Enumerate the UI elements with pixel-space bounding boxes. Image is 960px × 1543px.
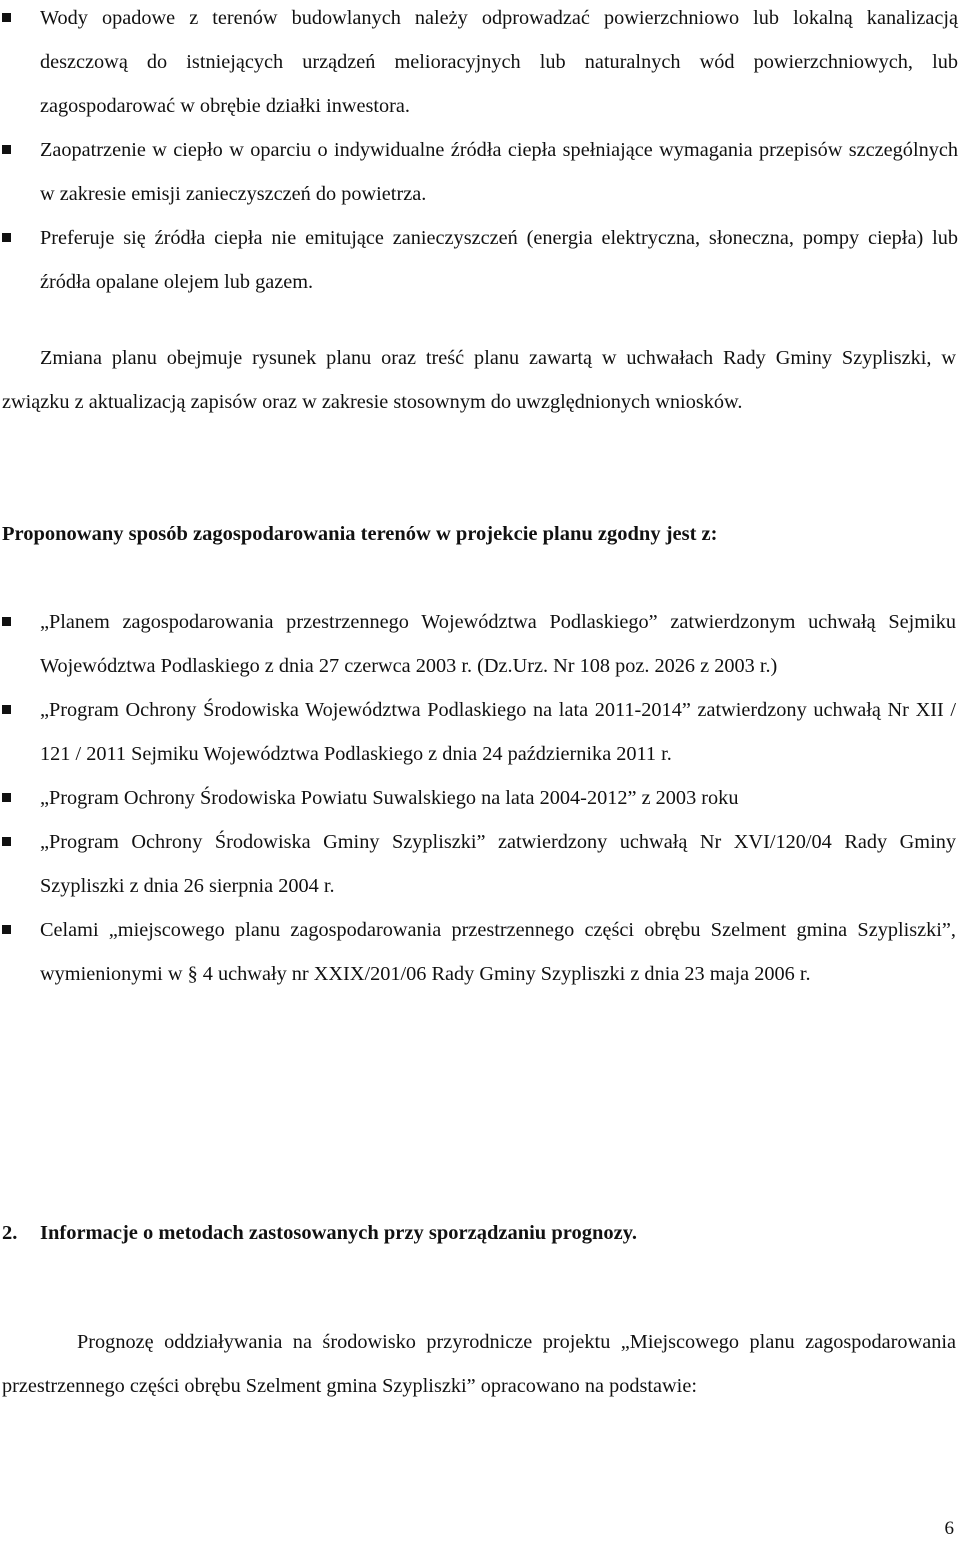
list-item [0,128,958,216]
list-item-text: „Program Ochrony Środowiska Powiatu Suwalskiego na lata 2004-2012” z 2003 roku [40,787,739,809]
list-item-text: Wody opadowe z terenów budowlanych należy odprowadzać powierzchniowo lub lokalną kanalizacją deszczową do istniejących urządzeń melioracyjnych lub naturalnych wód powierzchniowych, lub zagospodarować w obrębie działki inwestora. [40,7,958,117]
list-item-text: „Program Ochrony Środowiska Województwa Podlaskiego na lata 2011-2014” zatwierdzony uchwałą Nr XII / 121 / 2011 Sejmiku Województwa Podlaskiego z dnia 24 października 2011 r. [40,699,956,765]
square-bullet-icon [2,925,11,934]
list-item-text: Zaopatrzenie w ciepło w oparciu o indywidualne źródła ciepła spełniające wymagania przepisów szczególnych w zakresie emisji zanieczyszczeń do powietrza. [40,139,958,205]
square-bullet-icon [2,617,11,626]
section-title: Informacje o metodach zastosowanych przy sporządzaniu prognozy. [40,1222,637,1244]
list-item [0,776,956,820]
conformity-heading: Proponowany sposób zagospodarowania terenów w projekcie planu zgodny jest z: [2,523,718,545]
list-item-text: Celami „miejscowego planu zagospodarowania przestrzennego części obrębu Szelment gmina Szypliszki”, wymienionymi w § 4 uchwały nr XXIX/201/06 Rady Gminy Szypliszki z dnia 23 maja 2006 r. [40,919,956,985]
list-item-text: „Program Ochrony Środowiska Gminy Szypliszki” zatwierdzony uchwałą Nr XVI/120/04 Rady Gminy Szypliszki z dnia 26 sierpnia 2004 r. [40,831,956,897]
list-item [0,216,958,304]
list-item-text: „Planem zagospodarowania przestrzennego Województwa Podlaskiego” zatwierdzonym uchwałą Sejmiku Województwa Podlaskiego z dnia 27 czerwca 2003 r. (Dz.Urz. Nr 108 poz. 2026 z 2003 r.) [40,611,956,677]
square-bullet-icon [2,793,11,802]
conformity-bullet-list [0,600,956,996]
plan-change-paragraph: Zmiana planu obejmuje rysunek planu oraz treść planu zawartą w uchwałach Rady Gminy Szypliszki, w związku z aktualizacją zapisów oraz w zakresie stosownym do uwzględnionych wniosków. [2,347,956,413]
square-bullet-icon [2,837,11,846]
square-bullet-icon [2,145,11,154]
infrastructure-bullet-list [0,0,958,304]
list-item [0,820,956,908]
square-bullet-icon [2,13,11,22]
forecast-paragraph: Prognozę oddziaływania na środowisko przyrodnicze projektu „Miejscowego planu zagospodarowania przestrzennego części obrębu Szelment gmina Szypliszki” opracowano na podstawie: [2,1331,956,1397]
square-bullet-icon [2,233,11,242]
list-item [0,688,956,776]
list-item-text: Preferuje się źródła ciepła nie emitujące zanieczyszczeń (energia elektryczna, słoneczna, pompy ciepła) lub źródła opalane olejem lub gazem. [40,227,958,293]
list-item [0,0,958,128]
list-item [0,908,956,996]
square-bullet-icon [2,705,11,714]
page-number: 6 [944,1518,954,1539]
list-item [0,600,956,688]
section-heading [2,1213,942,1253]
section-number: 2. [2,1222,18,1244]
